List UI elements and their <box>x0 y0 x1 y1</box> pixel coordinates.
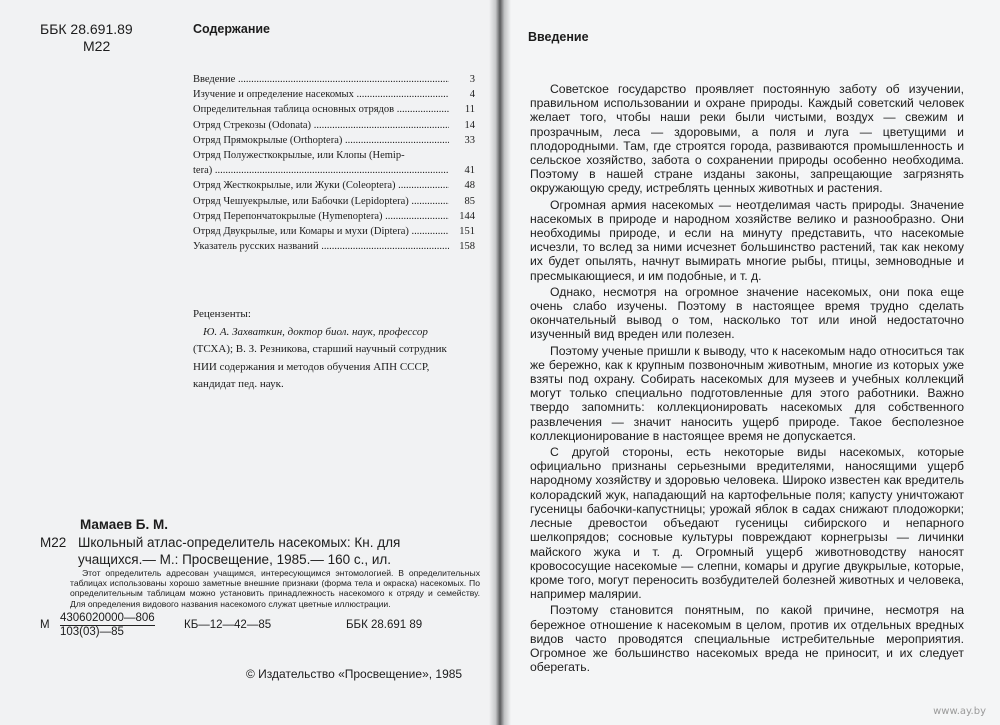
contents-heading: Содержание <box>193 22 271 36</box>
toc-entry: Изучение и определение насекомых ..... 4 <box>193 87 475 102</box>
catalog-line <box>40 534 400 552</box>
fraction-top: 4306020000—806 <box>60 612 155 624</box>
kb-code: КБ—12—42—85 <box>184 619 272 631</box>
toc-entry: Определительная таблица основных отрядов ..... 11 <box>193 102 475 117</box>
left-page <box>0 0 497 725</box>
toc-entry: Отряд Чешуекрылые, или Бабочки (Lepidoptera) ..... 85 <box>193 194 475 209</box>
paragraph: Однако, несмотря на огромное значение насекомых, они пока еще очень слабо изучены. Поэтому в настоящее время трудно сделать окончательный вывод о том, насколько тот или иной недостаточно изученный вид вреден или полезен. <box>530 284 964 342</box>
reviewer-line: (ТСХА); В. З. Резникова, старший научный сотрудник <box>193 343 447 355</box>
reviewer-line: Ю. А. Захваткин, доктор биол. наук, профессор <box>203 325 428 338</box>
bbk-code: ББК 28.691.89 <box>40 21 133 37</box>
toc-entry: Введение ..... 3 <box>193 72 475 87</box>
m-code: М22 <box>83 38 111 54</box>
toc-entry: tera) ..... 41 <box>193 163 475 178</box>
toc-entry: Указатель русских названий ..... 158 <box>193 239 475 254</box>
paragraph: Советское государство проявляет постоянную заботу об изучении, правильном использовании и охране природы. Каждый советский человек желает того, чтобы наши реки были чистыми, воздух — свежим и прозрачным, леса — здоровыми, а поля и луга — цветущими и плодородными. Там, где строятся города, развиваются промышленность и сельское хозяйство, забота о сохранении природы особенно необходима. Поэтому в нашей стране изданы законы, запрещающие загрязнять окружающую среду, истреблять ценных животных и растения. <box>530 82 964 196</box>
reviewers-label: Рецензенты: <box>193 308 251 320</box>
toc-entry: Отряд Прямокрылые (Orthoptera) ..... 33 <box>193 133 475 148</box>
catalog-author: Мамаев Б. М. <box>80 517 168 532</box>
watermark: www.ay.by <box>933 706 986 717</box>
copyright-line: © Издательство «Просвещение», 1985 <box>246 667 463 681</box>
code-m: М <box>40 619 50 631</box>
fraction-bottom: 103(03)—85 <box>60 626 124 638</box>
toc-entry: Отряд Стрекозы (Odonata) ..... 14 <box>193 118 475 133</box>
toc-entry: Отряд Двукрылые, или Комары и мухи (Diptera) ..... 151 <box>193 224 475 239</box>
toc-entry: Отряд Жесткокрылые, или Жуки (Coleoptera) ..... 48 <box>193 178 475 193</box>
paragraph: С другой стороны, есть некоторые виды насекомых, которые официально признаны серьезными вредителями, наносящими ущерб народному хозяйству и здоровью человека. Широко известен как вредитель колорадский жук, нападающий на картофельные поля; капусту уничтожают гусеницы бабочки-капустницы; урожай яблок в садах снижают плодожорки; лесные древостои объедают гусеницы сибирского и непарного шелкопрядов; сосновые культуры повреждают корнегрызы — личинки майского жука и т. д. Огромный ущерб животноводству наносят кровососущие насекомые — слепни, комары и другие двукрылые, которые, кроме того, могут переносить возбудителей болезней животных и человека, например малярии. <box>530 445 964 602</box>
catalog-imprint: учащихся.— М.: Просвещение, 1985.— 160 с., ил. <box>78 552 392 567</box>
catalog-card <box>40 516 400 569</box>
reviewers-block <box>193 306 503 394</box>
paragraph: Огромная армия насекомых — неотделимая часть природы. Значение насекомых в природе и народном хозяйстве велико и разнообразно. Они необходимы природе, и если на минуту представить, что насекомые исчезли, то вслед за ними исчезнет большинство растений, так как некому их будет опылять, начнут вымирать многие рыбы, птицы, земноводные и пресмыкающиеся, и им подобные, и т. д. <box>530 197 964 283</box>
bbk-bottom: ББК 28.691 89 <box>346 619 423 631</box>
table-of-contents <box>193 72 475 254</box>
reviewer-line: НИИ содержания и методов обучения АПН СССР, <box>193 360 430 373</box>
book-gutter <box>489 0 511 725</box>
toc-entry: Отряд Перепончатокрылые (Hymenoptera) ..... 144 <box>193 209 475 224</box>
toc-entry: Отряд Полужесткокрылые, или Клопы (Hemip- <box>193 150 405 162</box>
catalog-title: Школьный атлас-определитель насекомых: Кн. для <box>78 534 401 550</box>
paragraph: Поэтому ученые пришли к выводу, что к насекомым надо относиться так же бережно, как к крупным позвоночным животным, многие из которых уже взяты под охрану. Собирать насекомых для музеев и учебных коллекций могут только специально подготовленные для этого работники. Важно твердо запомнить: коллекционировать насекомых для собственного развлечения — значит наносить ущерб природе. Такое бесполезное коллекционирование в настоящее время не допускается. <box>530 343 964 443</box>
intro-heading: Введение <box>528 30 589 44</box>
catalog-m-code: М22 <box>40 534 67 550</box>
code-fraction <box>60 612 155 639</box>
intro-body <box>530 82 964 676</box>
reviewer-line: кандидат пед. наук. <box>193 378 284 390</box>
annotation-text: Этот определитель адресован учащимся, интересующимся энтомологией. В определительных таблицах использованы хорошо заметные внешние признаки (форма тела и окраска) насекомых. По определительным таблицам можно установить принадлежность насекомого к отряду и семейству. Для определения видового названия насекомого служат цветные иллюстрации. <box>70 568 480 609</box>
publication-codes <box>40 612 480 642</box>
paragraph: Поэтому становится понятным, по какой причине, несмотря на бережное отношение к насекомым в целом, против их отдельных вредных видов часто проводятся специальные истребительные мероприятия. Огромное же большинство насекомых вреда не приносит, и их следует оберегать. <box>530 603 964 675</box>
